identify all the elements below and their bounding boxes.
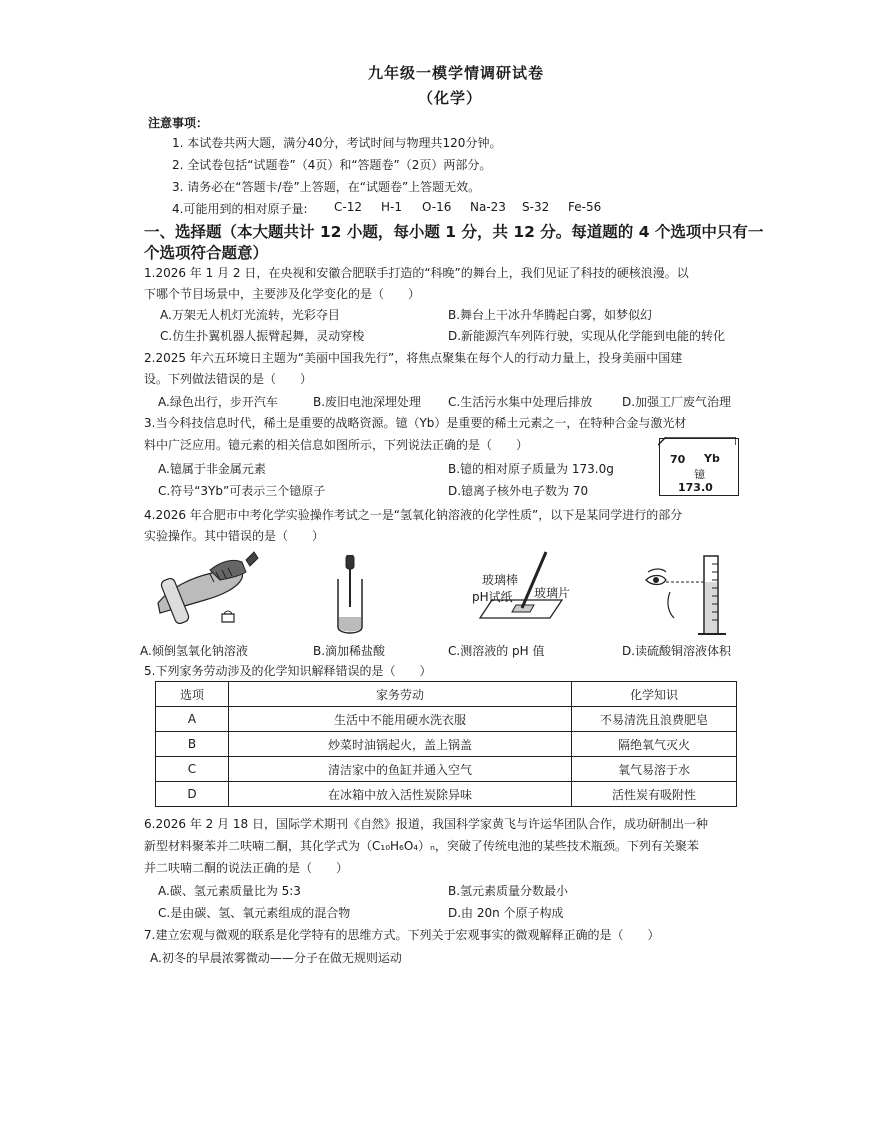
note-item-1: 1. 本试卷共两大题，满分40分，考试时间与物理共120分钟。 — [172, 136, 502, 150]
ph-paper-label: pH试纸 — [472, 590, 513, 604]
table-cell: 生活中不能用硬水洗衣服 — [229, 707, 572, 732]
table-header-cell: 家务劳动 — [229, 682, 572, 707]
q4-stem-line2: 实验操作。其中错误的是（ ） — [144, 529, 325, 543]
element-atomic-number: 70 — [670, 453, 686, 466]
q2-stem-line2: 设。下列做法错误的是（ ） — [144, 372, 313, 386]
note-item-3: 3. 请务必在“答题卡/卷”上答题，在“试题卷”上答题无效。 — [172, 180, 481, 194]
q6-option-a: A.碳、氢元素质量比为 5:3 — [158, 884, 301, 898]
glass-rod-label: 玻璃棒 — [482, 573, 519, 587]
q4-stem-line1: 4.2026 年合肥市中考化学实验操作考试之一是“氢氧化钠溶液的化学性质”，以下是某同学进行的部分 — [144, 508, 683, 522]
table-row — [156, 782, 737, 807]
ytterbium-element-card — [659, 438, 739, 496]
q6-option-b: B.氢元素质量分数最小 — [448, 884, 569, 898]
glass-slide-label: 玻璃片 — [534, 586, 571, 600]
q4-option-d: D.读硫酸铜溶液体积 — [622, 644, 732, 658]
q1-option-a: A.万架无人机灯光流转，光彩夺目 — [160, 308, 340, 322]
q6-stem-line3: 并二呋喃二酮的说法正确的是（ ） — [144, 861, 349, 875]
section-1-heading-line2: 个选项符合题意） — [144, 244, 269, 262]
table-cell: 炒菜时油锅起火，盖上锅盖 — [229, 732, 572, 757]
table-cell: C — [156, 757, 229, 782]
table-cell: B — [156, 732, 229, 757]
q6-stem-line1: 6.2026 年 2 月 18 日，国际学术期刊《自然》报道，我国科学家黄飞与许运华团队合作，成功研制出一种 — [144, 817, 708, 831]
q1-option-b: B.舞台上干冰升华腾起白雾，如梦似幻 — [448, 308, 653, 322]
q6-stem-line2: 新型材料聚苯并二呋喃二酮，其化学式为（C₁₀H₆O₄）ₙ，突破了传统电池的某些技术瓶颈。下列有关聚苯 — [144, 839, 699, 853]
q1-option-c: C.仿生扑翼机器人振臂起舞，灵动穿梭 — [160, 329, 365, 343]
q4-option-a: A.倾倒氢氧化钠溶液 — [140, 644, 248, 658]
element-name: 镱 — [694, 468, 705, 481]
q2-option-d: D.加强工厂废气治理 — [622, 395, 732, 409]
table-cell: 活性炭有吸附性 — [572, 782, 737, 807]
q6-option-c: C.是由碳、氢、氧元素组成的混合物 — [158, 906, 351, 920]
q3-stem-line2: 料中广泛应用。镱元素的相关信息如图所示，下列说法正确的是（ ） — [144, 438, 529, 452]
table-cell: 不易清洗且浪费肥皂 — [572, 707, 737, 732]
table-row — [156, 732, 737, 757]
dropper-test-tube-illustration — [330, 555, 370, 637]
q3-stem-line1: 3.当今科技信息时代，稀土是重要的战略资源。镱（Yb）是重要的稀土元素之一，在特种合金与激光材 — [144, 416, 687, 430]
q4-option-b: B.滴加稀盐酸 — [313, 644, 386, 658]
table-cell: 氧气易溶于水 — [572, 757, 737, 782]
q5-stem: 5.下列家务劳动涉及的化学知识解释错误的是（ ） — [144, 664, 432, 678]
table-cell: 清洁家中的鱼缸并通入空气 — [229, 757, 572, 782]
graduated-cylinder-illustration — [640, 552, 730, 638]
atomic-mass-na: Na-23 — [470, 200, 506, 214]
element-symbol: Yb — [704, 452, 720, 465]
notes-heading: 注意事项： — [148, 116, 209, 130]
pouring-illustration — [150, 548, 260, 632]
q2-stem-line1: 2.2025 年六五环境日主题为“美丽中国我先行”，将焦点聚集在每个人的行动力量上，投身美丽中国建 — [144, 351, 683, 365]
exam-title: 九年级一模学情调研试卷 — [368, 64, 545, 82]
q6-option-d: D.由 20n 个原子构成 — [448, 906, 564, 920]
atomic-mass-c: C-12 — [334, 200, 362, 214]
table-row — [156, 757, 737, 782]
note-item-4-label: 4.可能用到的相对原子量: — [172, 202, 308, 216]
q5-table — [155, 681, 737, 807]
q2-option-a: A.绿色出行，步开汽车 — [158, 395, 278, 409]
table-header-row — [156, 682, 737, 707]
q1-stem-line1: 1.2026 年 1 月 2 日，在央视和安徽合肥联手打造的“科晚”的舞台上，我们见证了科技的硬核浪漫。以 — [144, 266, 689, 280]
q3-option-c: C.符号“3Yb”可表示三个镱原子 — [158, 484, 326, 498]
table-row — [156, 707, 737, 732]
table-cell: 隔绝氧气灭火 — [572, 732, 737, 757]
atomic-mass-fe: Fe-56 — [568, 200, 602, 214]
note-item-2: 2. 全试卷包括“试题卷”（4页）和“答题卷”（2页）两部分。 — [172, 158, 492, 172]
table-header-cell: 选项 — [156, 682, 229, 707]
q3-option-b: B.镱的相对原子质量为 173.0g — [448, 462, 614, 476]
exam-subject: （化学） — [418, 89, 483, 107]
table-cell: D — [156, 782, 229, 807]
q3-option-d: D.镱离子核外电子数为 70 — [448, 484, 589, 498]
atomic-mass-h: H-1 — [381, 200, 402, 214]
element-atomic-mass: 173.0 — [678, 481, 713, 494]
q1-option-d: D.新能源汽车列阵行驶，实现从化学能到电能的转化 — [448, 329, 726, 343]
q3-option-a: A.镱属于非金属元素 — [158, 462, 266, 476]
table-cell: 在冰箱中放入活性炭除异味 — [229, 782, 572, 807]
q1-stem-line2: 下哪个节目场景中，主要涉及化学变化的是（ ） — [144, 287, 421, 301]
q4-option-c: C.测溶液的 pH 值 — [448, 644, 545, 658]
section-1-heading-line1: 一、选择题（本大题共计 12 小题，每小题 1 分，共 12 分。每道题的 4 个选项中只有一 — [144, 223, 764, 241]
atomic-mass-o: O-16 — [422, 200, 452, 214]
q2-option-b: B.废旧电池深埋处理 — [313, 395, 422, 409]
table-header-cell: 化学知识 — [572, 682, 737, 707]
q7-stem: 7.建立宏观与微观的联系是化学特有的思维方式。下列关于宏观事实的微观解释正确的是（ ） — [144, 928, 660, 942]
q7-option-a: A.初冬的早晨浓雾微动——分子在做无规则运动 — [150, 951, 402, 965]
table-cell: A — [156, 707, 229, 732]
atomic-mass-s: S-32 — [522, 200, 550, 214]
q2-option-c: C.生活污水集中处理后排放 — [448, 395, 593, 409]
